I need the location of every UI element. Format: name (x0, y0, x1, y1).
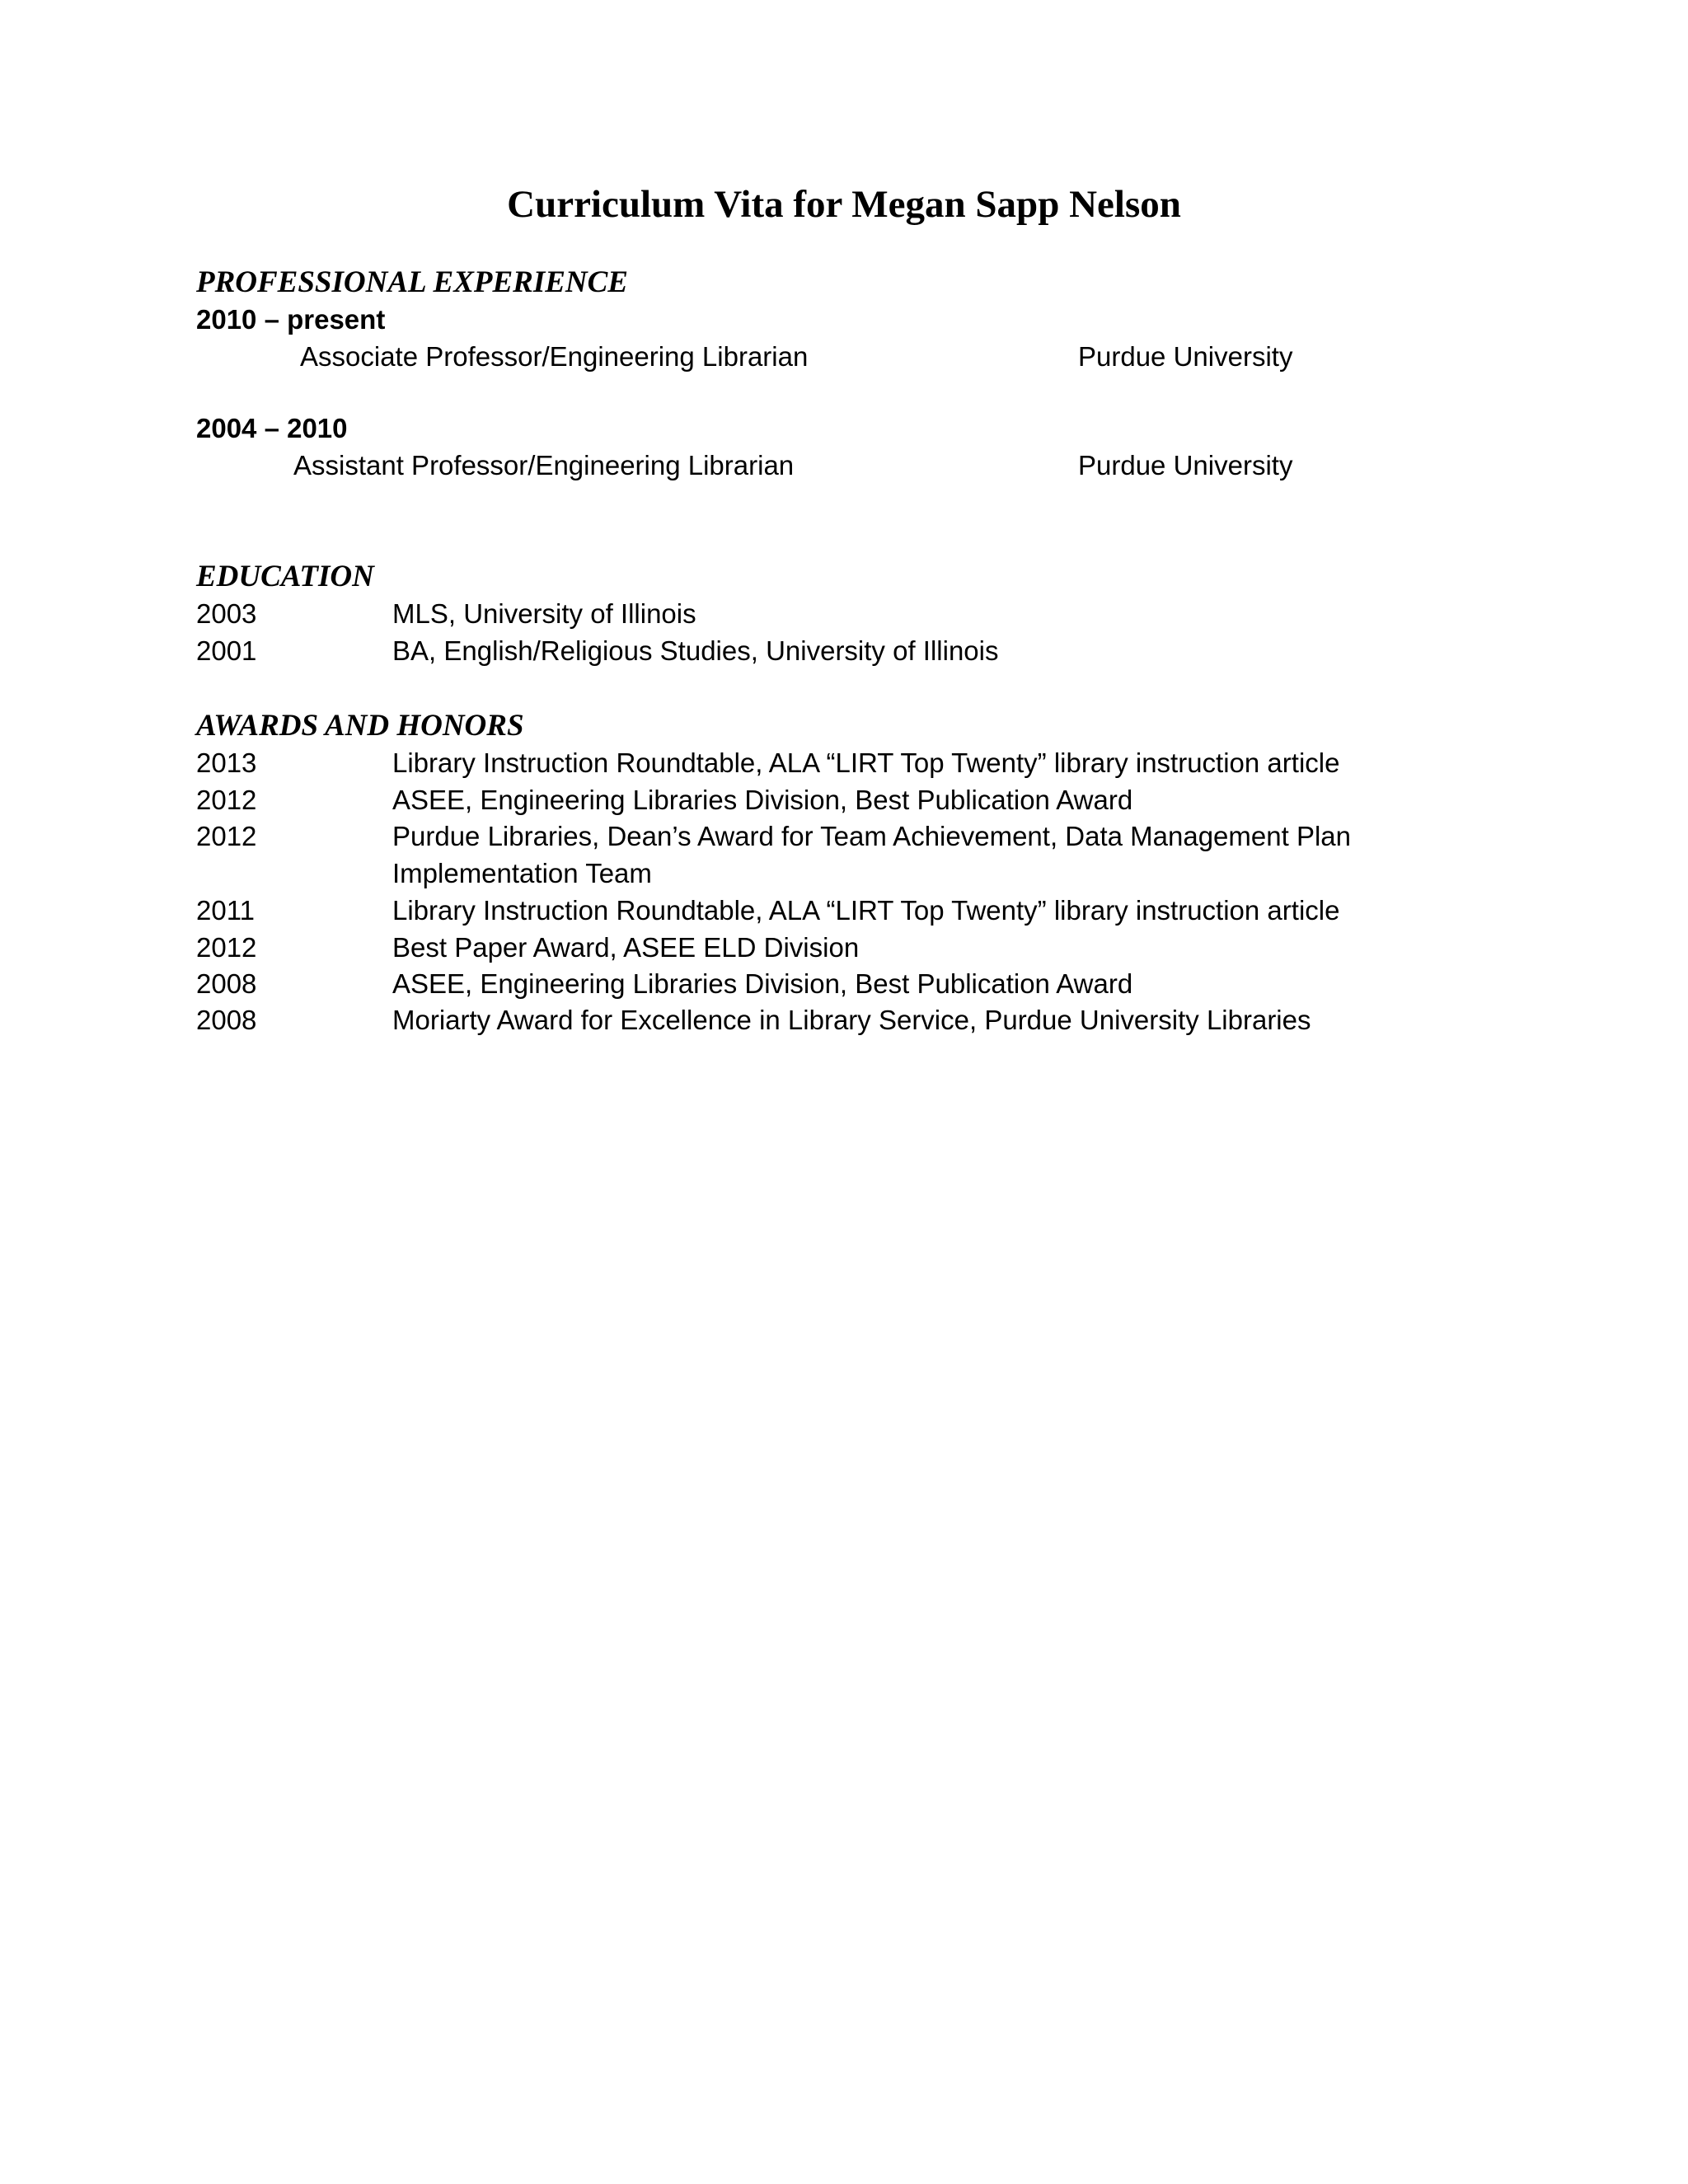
award-text: ASEE, Engineering Libraries Division, Best Publication Award (392, 785, 1133, 815)
position-period: 2010 – present (196, 304, 386, 335)
award-year: 2013 (196, 748, 257, 778)
professional-experience-heading: PROFESSIONAL EXPERIENCE (196, 265, 628, 299)
position-role: Associate Professor/Engineering Librarian (300, 341, 809, 372)
award-year: 2012 (196, 821, 257, 851)
position-period: 2004 – 2010 (196, 413, 348, 443)
award-year: 2012 (196, 932, 257, 963)
education-year: 2003 (196, 598, 257, 629)
position-institution: Purdue University (1078, 341, 1293, 372)
award-text: Moriarty Award for Excellence in Library Service, Purdue University Libraries (392, 1005, 1311, 1035)
award-year: 2008 (196, 968, 257, 999)
page-title: Curriculum Vita for Megan Sapp Nelson (507, 183, 1181, 226)
position-institution: Purdue University (1078, 450, 1293, 480)
award-year: 2008 (196, 1005, 257, 1035)
award-text: Purdue Libraries, Dean’s Award for Team Achievement, Data Management Plan (392, 821, 1351, 851)
education-degree: BA, English/Religious Studies, University of Illinois (392, 635, 999, 666)
award-text: Library Instruction Roundtable, ALA “LIRT Top Twenty” library instruction article (392, 748, 1340, 778)
awards-heading: AWARDS AND HONORS (196, 709, 524, 743)
award-text: Library Instruction Roundtable, ALA “LIRT Top Twenty” library instruction article (392, 895, 1340, 926)
award-text: Best Paper Award, ASEE ELD Division (392, 932, 860, 963)
position-role: Assistant Professor/Engineering Librarian (293, 450, 795, 480)
education-degree: MLS, University of Illinois (392, 598, 696, 629)
award-text: ASEE, Engineering Libraries Division, Best Publication Award (392, 968, 1133, 999)
education-heading: EDUCATION (196, 560, 374, 593)
award-text-continued: Implementation Team (392, 858, 652, 888)
award-year: 2012 (196, 785, 257, 815)
award-year: 2011 (196, 895, 255, 926)
education-year: 2001 (196, 635, 257, 666)
